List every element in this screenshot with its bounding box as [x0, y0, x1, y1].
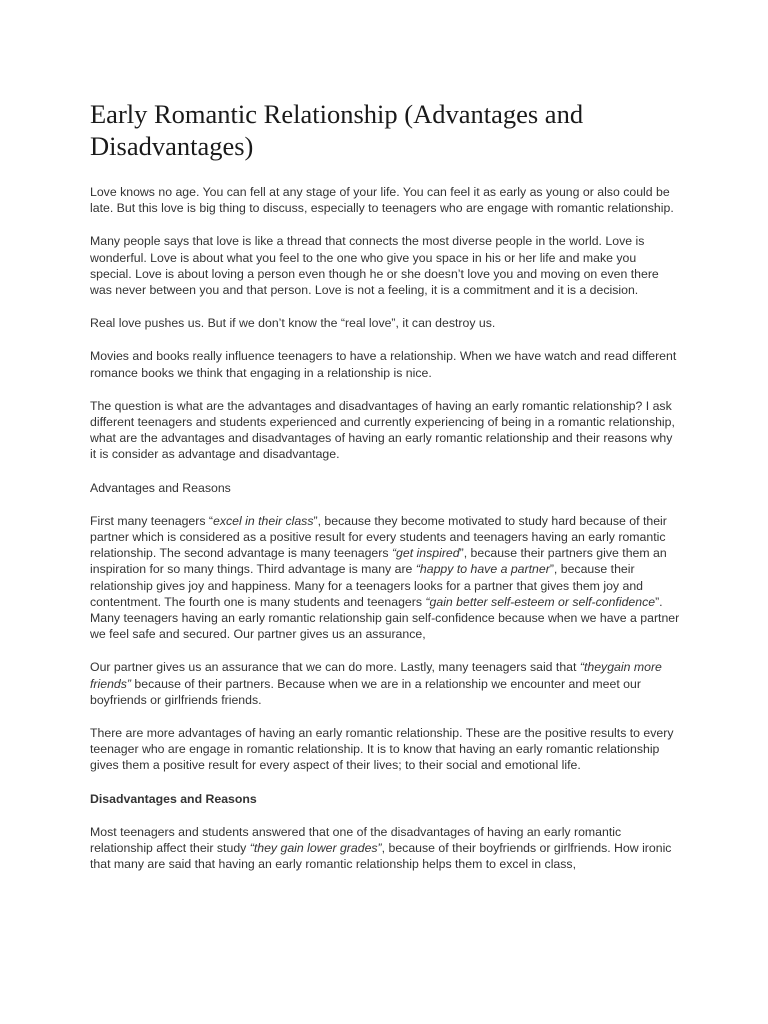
text-run: ”, because they become motivated to study hard because of their partner which is considered as a positive result for every students and teenagers having an early romantic relationship. The second advantage is many teenagers: [90, 513, 667, 561]
paragraph-real-love: Real love pushes us. But if we don’t know the “real love”, it can destroy us.: [90, 316, 496, 331]
paragraph-advantages: [90, 513, 680, 643]
italic-quote: “theygain more friends”: [90, 660, 662, 691]
paragraph-advantages-summary: There are more advantages of having an early romantic relationship. These are the positive results to every teenager who are engage in romantic relationship. It is to know that having an early romantic relationship gives them a positive result for every aspect of their lives; to their social and emotional life.: [90, 726, 674, 773]
paragraph-media-influence: Movies and books really influence teenagers to have a relationship. When we have watch and read different romance books we think that engaging in a relationship is nice.: [90, 349, 677, 380]
text-run: Our partner gives us an assurance that we can do more. Lastly, many teenagers said that: [90, 660, 580, 675]
paragraph-assurance: [90, 659, 680, 708]
italic-quote: excel in their class: [213, 513, 314, 528]
italic-quote: “gain better self-esteem or self-confidence: [425, 594, 656, 609]
text-run: ”, because their partners give them an inspiration for so many things. Third advantage is many are: [90, 546, 667, 577]
italic-quote: “happy to have a partner: [415, 562, 550, 577]
text-run: , because of their boyfriends or girlfriends. How ironic that many are said that having an early romantic relationship helps them to excel in class,: [90, 841, 672, 872]
document-title: Early Romantic Relationship (Advantages and Disadvantages): [90, 99, 584, 161]
text-run: Most teenagers and students answered that one of the disadvantages of having an early romantic relationship affect their study: [90, 824, 622, 856]
italic-quote: “they gain lower grades”: [249, 841, 382, 856]
text-run: First many teenagers “: [90, 513, 214, 528]
italic-quote: “get inspired: [391, 546, 460, 561]
advantages-heading: Advantages and Reasons: [90, 480, 231, 495]
paragraph-question: The question is what are the advantages and disadvantages of having an early romantic relationship? I ask different teenagers and students experienced and currently experiencing of being in a romantic relationship, what are the advantages and disadvantages of having an early romantic relationship and their reasons why it is consider as advantage and disadvantage.: [90, 398, 675, 462]
text-run: ”, because their relationship gives joy and happiness. Many for a teenagers looks for a partner that gives them joy and contentment. The fourth one is many students and teenagers: [90, 562, 643, 609]
disadvantages-heading: Disadvantages and Reasons: [90, 791, 257, 806]
paragraph-disadvantages: [90, 824, 680, 873]
document-body: [90, 98, 680, 890]
paragraph-love-definition: Many people says that love is like a thread that connects the most diverse people in the world. Love is wonderful. Love is about what you feel to the one who give you space in his or her life and make you special. Love is about loving a person even though he or she doesn’t love you and moving on even there was never between you and that person. Love is not a feeling, it is a commitment and it is a decision.: [90, 234, 659, 298]
paragraph-intro: Love knows no age. You can fell at any stage of your life. You can feel it as early as young or also could be late. But this love is big thing to discuss, especially to teenagers who are engage with romantic relationship.: [90, 185, 674, 216]
text-run: because of their partners. Because when we are in a relationship we encounter and meet our boyfriends or girlfriends friends.: [90, 676, 641, 707]
text-run: ”. Many teenagers having an early romantic relationship gain self-confidence because when we have a partner we feel safe and secured. Our partner gives us an assurance,: [90, 594, 680, 642]
